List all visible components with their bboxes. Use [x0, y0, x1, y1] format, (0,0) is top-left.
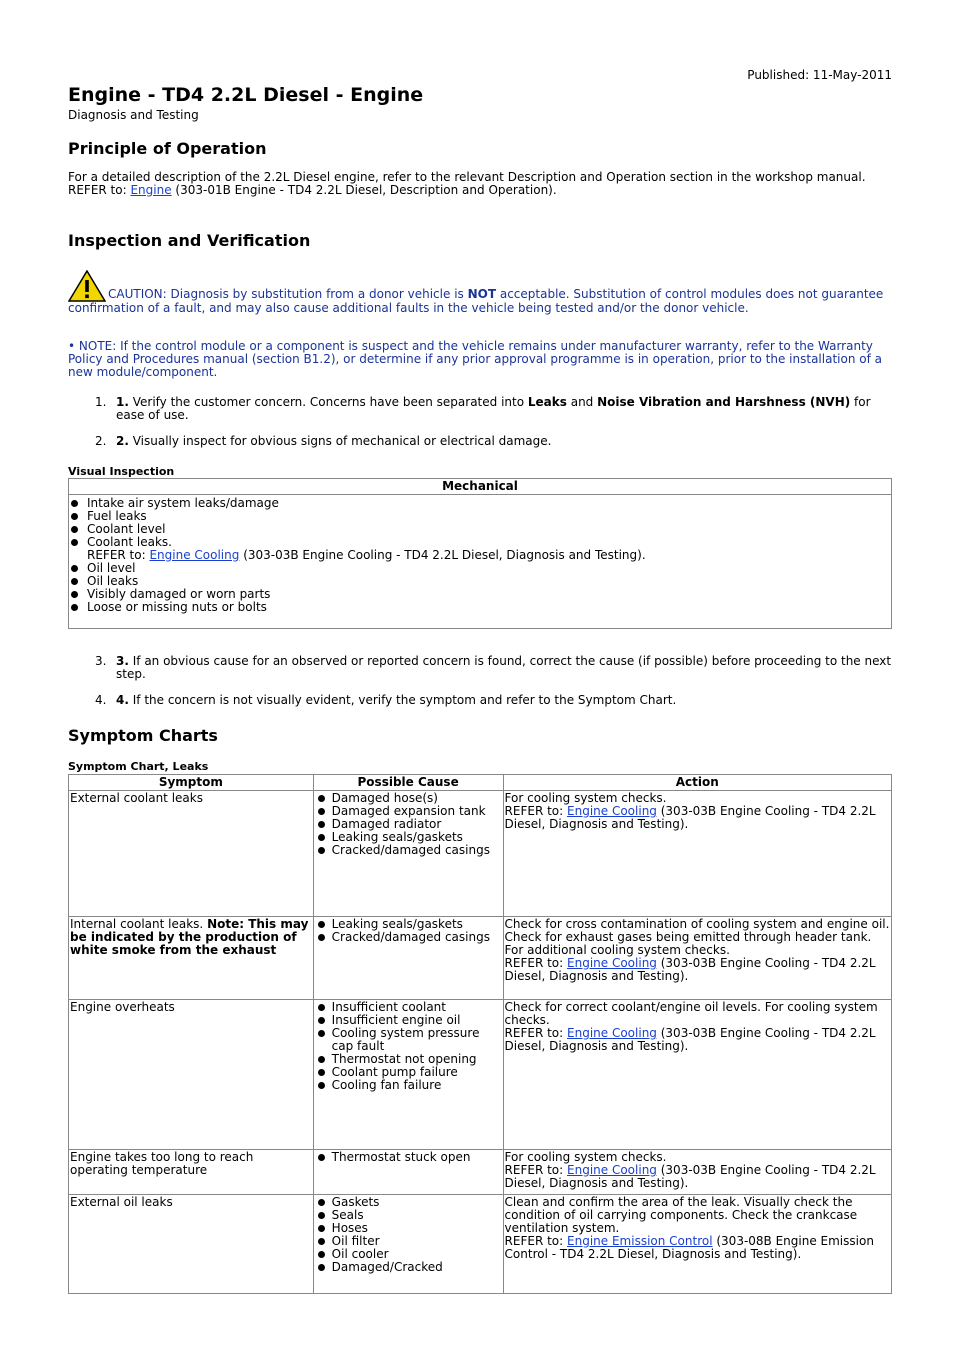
- caution-not: NOT: [467, 287, 497, 301]
- caution-block: [68, 270, 892, 315]
- principle-description: For a detailed description of the 2.2L Diesel engine, refer to the relevant Description and Operation section in the workshop manual.: [68, 170, 866, 184]
- step-label: 1.: [116, 395, 129, 409]
- cause-list: [315, 1001, 502, 1092]
- list-item: Cooling fan failure: [315, 1079, 502, 1092]
- list-item: Fuel leaks: [85, 510, 875, 523]
- engine-cooling-link[interactable]: Engine Cooling: [567, 1163, 657, 1177]
- warning-triangle-icon: [68, 270, 106, 302]
- symptom-chart-table: [68, 774, 892, 1294]
- list-item: Hoses: [315, 1222, 502, 1235]
- action-cell: [503, 1195, 891, 1294]
- possible-cause-cell: [313, 1195, 503, 1294]
- cause-list: [315, 918, 502, 944]
- list-item: [85, 536, 875, 562]
- steps-3-4: [68, 655, 892, 720]
- action-text: Check for correct coolant/engine oil levels. For cooling system checks.: [504, 1000, 878, 1027]
- cause-list: [315, 1196, 502, 1274]
- action-cell: [503, 917, 891, 1000]
- list-item: Coolant level: [85, 523, 875, 536]
- inspection-heading: Inspection and Verification: [68, 231, 311, 250]
- refer-label: REFER to:: [504, 804, 568, 818]
- action-text: For cooling system checks.: [504, 1150, 667, 1164]
- list-item: Cooling system pressure cap fault: [315, 1027, 502, 1053]
- engine-cooling-link[interactable]: Engine Cooling: [149, 548, 240, 562]
- list-item: Loose or missing nuts or bolts: [85, 601, 875, 614]
- action-text: Clean and confirm the area of the leak. Visually check the condition of oil carrying components. Check the crankcase ventilation system.: [504, 1195, 858, 1235]
- engine-link[interactable]: Engine: [130, 183, 172, 197]
- engine-cooling-link[interactable]: Engine Cooling: [567, 804, 657, 818]
- refer-suffix: (303-03B Engine Cooling - TD4 2.2L Diesel, Diagnosis and Testing).: [239, 548, 646, 562]
- list-item: Seals: [315, 1209, 502, 1222]
- possible-cause-cell: [313, 917, 503, 1000]
- list-item: Leaking seals/gaskets: [315, 918, 502, 931]
- step-4: [68, 694, 892, 707]
- table-row: [69, 791, 892, 917]
- list-item: Intake air system leaks/damage: [85, 497, 875, 510]
- step-number: 1.: [95, 395, 107, 409]
- action-refer: [505, 957, 890, 983]
- refer-label: REFER to:: [504, 1026, 568, 1040]
- engine-cooling-link[interactable]: Engine Cooling: [567, 956, 657, 970]
- principle-refer: [68, 184, 892, 197]
- list-item: Oil level: [85, 562, 875, 575]
- action-text: For cooling system checks.: [504, 791, 667, 805]
- symptom-text: Engine takes too long to reach operating temperature: [70, 1150, 254, 1177]
- step-text: for ease of use.: [116, 395, 871, 422]
- symptom-rows: [69, 791, 892, 1294]
- refer-label: REFER to:: [504, 956, 568, 970]
- steps-1-2: [68, 396, 892, 461]
- list-item: Damaged/Cracked: [315, 1261, 502, 1274]
- action-refer: [505, 1164, 890, 1190]
- table-row: [69, 917, 892, 1000]
- refer-suffix: (303-08B Engine Emission Control - TD4 2.2L Diesel, Diagnosis and Testing).: [504, 1234, 874, 1261]
- symptom-charts-heading: Symptom Charts: [68, 726, 218, 745]
- refer-label: REFER to:: [87, 548, 150, 562]
- action-text: Check for cross contamination of cooling system and engine oil. Check for exhaust gases being emitted through header tank. For additional cooling system checks.: [504, 917, 890, 957]
- principle-heading: Principle of Operation: [68, 139, 267, 158]
- refer-label: REFER to:: [504, 1163, 568, 1177]
- list-item: Damaged radiator: [315, 818, 502, 831]
- symptom-cell: [69, 1195, 314, 1294]
- nvh-term: Noise Vibration and Harshness (NVH): [597, 395, 851, 409]
- symptom-text: Internal coolant leaks.: [70, 917, 208, 931]
- step-2: [68, 435, 892, 448]
- column-header-action: Action: [503, 775, 891, 791]
- principle-text: [68, 171, 892, 197]
- action-refer: [505, 1235, 890, 1261]
- refer-suffix: (303-03B Engine Cooling - TD4 2.2L Diesel, Diagnosis and Testing).: [504, 804, 876, 831]
- list-item: Damaged hose(s): [315, 792, 502, 805]
- caution-text-b: acceptable. Substitution of control modules does not guarantee confirmation of a fault, and may also cause additional faults in the vehicle being tested and/or the donor vehicle.: [68, 287, 884, 315]
- refer-suffix: (303-01B Engine - TD4 2.2L Diesel, Description and Operation).: [171, 183, 557, 197]
- list-item: Gaskets: [315, 1196, 502, 1209]
- refer-suffix: (303-03B Engine Cooling - TD4 2.2L Diesel, Diagnosis and Testing).: [504, 956, 876, 983]
- action-cell: [503, 1150, 891, 1195]
- symptom-cell: [69, 791, 314, 917]
- possible-cause-cell: [313, 791, 503, 917]
- possible-cause-cell: [313, 1150, 503, 1195]
- step-1: [68, 396, 892, 422]
- list-item: Leaking seals/gaskets: [315, 831, 502, 844]
- refer-label: REFER to:: [68, 183, 131, 197]
- refer-suffix: (303-03B Engine Cooling - TD4 2.2L Diesel, Diagnosis and Testing).: [504, 1163, 876, 1190]
- page-title: Engine - TD4 2.2L Diesel - Engine: [68, 84, 424, 106]
- symptom-text: External oil leaks: [70, 1195, 173, 1209]
- symptom-text: External coolant leaks: [70, 791, 203, 805]
- list-item: Insufficient engine oil: [315, 1014, 502, 1027]
- visual-inspection-heading: Visual Inspection: [68, 465, 175, 478]
- mechanical-header: Mechanical: [69, 479, 892, 495]
- action-refer: [505, 805, 890, 831]
- engine-emission-control-link[interactable]: Engine Emission Control: [567, 1234, 713, 1248]
- step-label: 3.: [116, 654, 129, 668]
- step-text: Verify the customer concern. Concerns have been separated into: [128, 395, 528, 409]
- symptom-cell: [69, 1000, 314, 1150]
- action-refer: [505, 1027, 890, 1053]
- list-item: Insufficient coolant: [315, 1001, 502, 1014]
- list-item: Oil cooler: [315, 1248, 502, 1261]
- mechanical-list: [85, 497, 875, 614]
- action-cell: [503, 791, 891, 917]
- step-text: If an obvious cause for an observed or reported concern is found, correct the cause (if possible) before proceeding to the next step.: [116, 654, 892, 681]
- cause-list: [315, 792, 502, 857]
- possible-cause-cell: [313, 1000, 503, 1150]
- refer-label: REFER to:: [504, 1234, 568, 1248]
- table-row: [69, 1150, 892, 1195]
- step-number: 2.: [95, 434, 107, 448]
- list-item: Cracked/damaged casings: [315, 844, 502, 857]
- step-number: 3.: [95, 654, 107, 668]
- symptom-cell: [69, 1150, 314, 1195]
- symptom-chart-heading: Symptom Chart, Leaks: [68, 760, 209, 773]
- action-cell: [503, 1000, 891, 1150]
- step-number: 4.: [95, 693, 107, 707]
- mechanical-cell: [69, 495, 892, 629]
- step-text: Visually inspect for obvious signs of mechanical or electrical damage.: [128, 434, 552, 448]
- published-date: Published: 11-May-2011: [747, 68, 892, 82]
- page-subtitle: Diagnosis and Testing: [68, 108, 199, 122]
- table-row: [69, 1195, 892, 1294]
- table-row: [69, 1000, 892, 1150]
- symptom-cell: [69, 917, 314, 1000]
- list-item: Visibly damaged or worn parts: [85, 588, 875, 601]
- visual-inspection-table: [68, 478, 892, 629]
- step-label: 4.: [116, 693, 129, 707]
- refer-suffix: (303-03B Engine Cooling - TD4 2.2L Diesel, Diagnosis and Testing).: [504, 1026, 876, 1053]
- list-item-text: Coolant leaks.: [87, 535, 172, 549]
- list-item: Oil filter: [315, 1235, 502, 1248]
- list-item: Thermostat not opening: [315, 1053, 502, 1066]
- symptom-note: Note: This may be indicated by the production of white smoke from the exhaust: [70, 917, 309, 957]
- step-label: 2.: [116, 434, 129, 448]
- list-item: Cracked/damaged casings: [315, 931, 502, 944]
- warranty-note: • NOTE: If the control module or a component is suspect and the vehicle remains under manufacturer warranty, refer to the Warranty Policy and Procedures manual (section B1.2), or determine if any prior approval programme is in operation, prior to the installation of a new module/component.: [68, 339, 882, 379]
- column-header-symptom: Symptom: [69, 775, 314, 791]
- caution-text-a: CAUTION: Diagnosis by substitution from a donor vehicle is: [108, 287, 468, 301]
- step-text: If the concern is not visually evident, verify the symptom and refer to the Symptom Chart.: [128, 693, 677, 707]
- leaks-term: Leaks: [527, 395, 567, 409]
- column-header-possible-cause: Possible Cause: [313, 775, 503, 791]
- cause-list: [315, 1151, 502, 1164]
- step-text: and: [566, 395, 598, 409]
- list-item: Thermostat stuck open: [315, 1151, 502, 1164]
- symptom-text: Engine overheats: [70, 1000, 175, 1014]
- list-item: Oil leaks: [85, 575, 875, 588]
- engine-cooling-link[interactable]: Engine Cooling: [567, 1026, 657, 1040]
- step-3: [68, 655, 892, 681]
- list-item: Damaged expansion tank: [315, 805, 502, 818]
- list-item: Coolant pump failure: [315, 1066, 502, 1079]
